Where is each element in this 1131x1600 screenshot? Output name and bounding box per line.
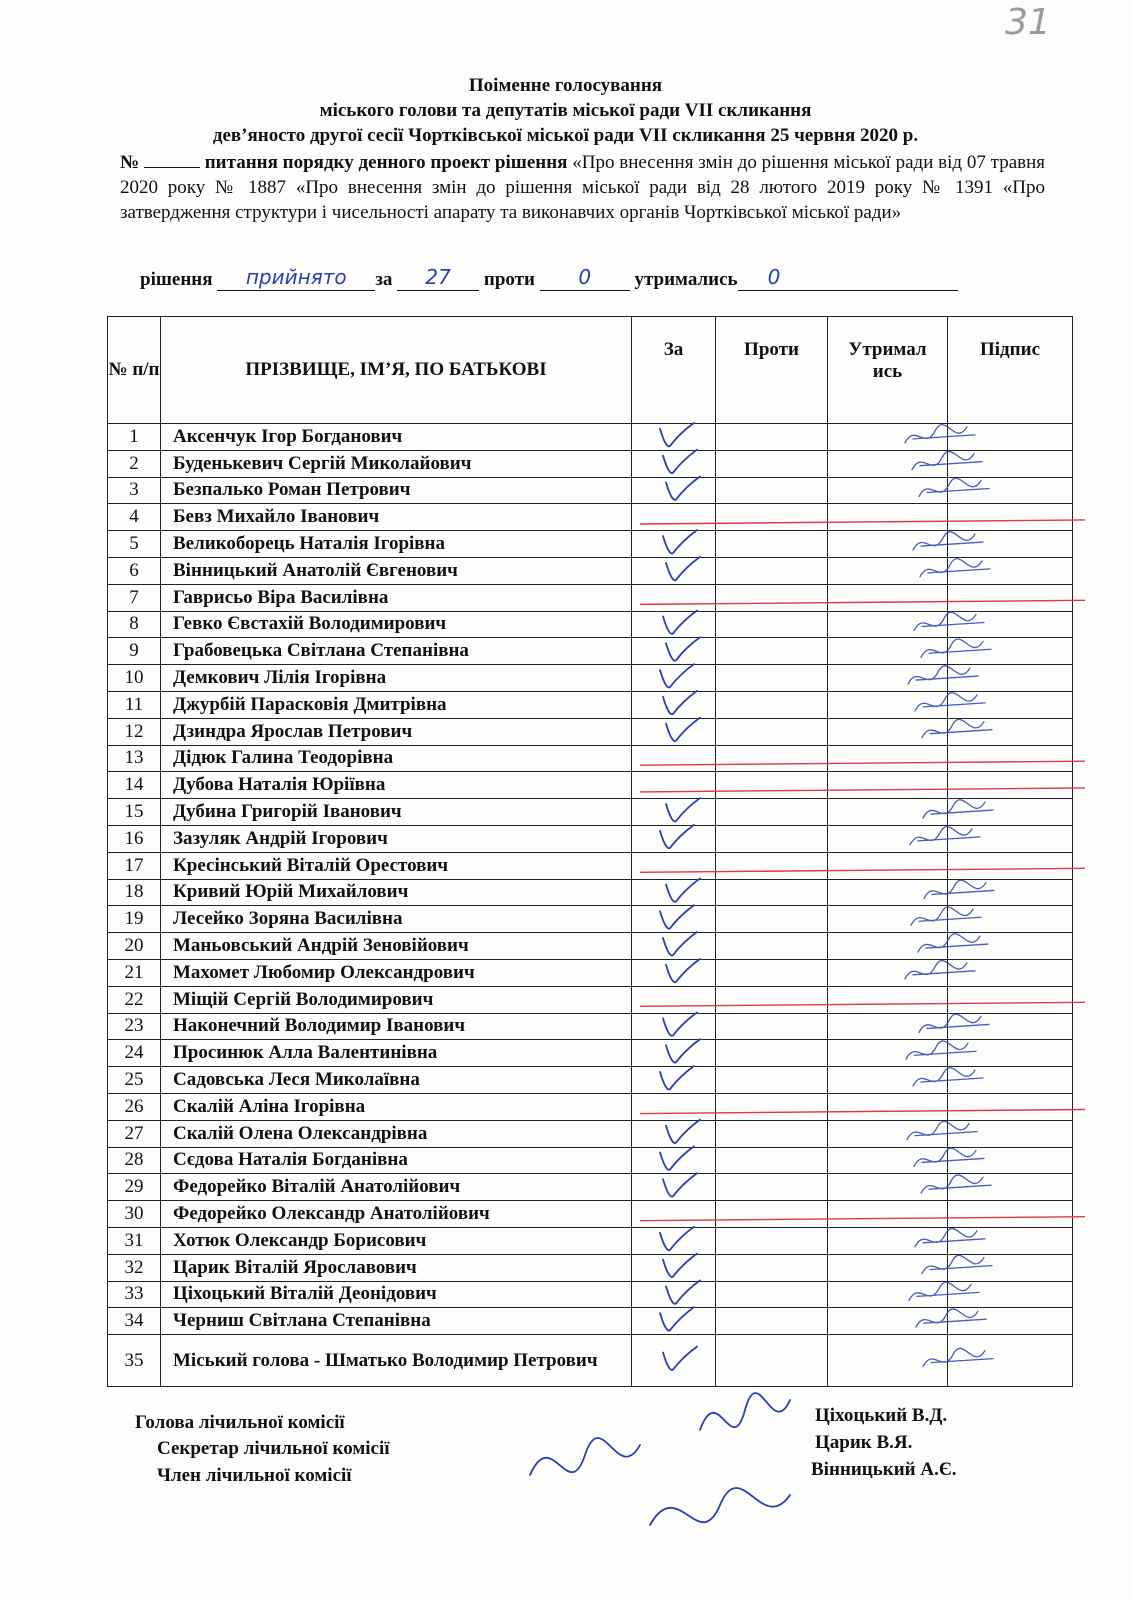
chair-label: Голова лічильної комісії xyxy=(135,1412,345,1433)
row-vote-abstained xyxy=(828,611,948,638)
row-number: 11 xyxy=(108,691,161,718)
table-row xyxy=(108,933,1073,960)
row-signature xyxy=(948,1147,1073,1174)
table-row xyxy=(108,424,1073,451)
table-row xyxy=(108,959,1073,986)
row-signature xyxy=(948,477,1073,504)
document-title: Поіменне голосування xyxy=(468,75,663,96)
row-vote-for xyxy=(632,557,716,584)
row-signature xyxy=(948,504,1073,531)
row-vote-for xyxy=(632,424,716,451)
row-vote-abstained xyxy=(828,1013,948,1040)
row-vote-for xyxy=(632,906,716,933)
table-row xyxy=(108,1067,1073,1094)
for-label: за xyxy=(375,269,393,290)
row-vote-abstained xyxy=(828,665,948,692)
table-row xyxy=(108,1201,1073,1228)
header-number: № п/п xyxy=(108,317,161,424)
row-name: Безпалько Роман Петрович xyxy=(161,477,632,504)
row-number: 28 xyxy=(108,1147,161,1174)
row-number: 24 xyxy=(108,1040,161,1067)
row-number: 26 xyxy=(108,1093,161,1120)
row-vote-for xyxy=(632,959,716,986)
row-vote-against xyxy=(716,745,828,772)
row-vote-against xyxy=(716,504,828,531)
row-number: 14 xyxy=(108,772,161,799)
row-signature xyxy=(948,1174,1073,1201)
row-signature xyxy=(948,1201,1073,1228)
table-row xyxy=(108,1093,1073,1120)
row-vote-for xyxy=(632,1201,716,1228)
row-signature xyxy=(948,1254,1073,1281)
row-vote-abstained xyxy=(828,1227,948,1254)
header-against: Проти xyxy=(716,317,828,424)
row-vote-abstained xyxy=(828,1201,948,1228)
row-number: 20 xyxy=(108,933,161,960)
row-vote-for xyxy=(632,799,716,826)
row-name: Гевко Євстахій Володимирович xyxy=(161,611,632,638)
table-row xyxy=(108,665,1073,692)
table-row xyxy=(108,531,1073,558)
row-signature xyxy=(948,1013,1073,1040)
row-number: 27 xyxy=(108,1120,161,1147)
row-vote-against xyxy=(716,1093,828,1120)
row-signature xyxy=(948,879,1073,906)
row-number: 29 xyxy=(108,1174,161,1201)
row-number: 2 xyxy=(108,450,161,477)
row-vote-for xyxy=(632,852,716,879)
question-label: питання порядку денного проект рішення xyxy=(204,152,568,173)
row-name: Великоборець Наталія Ігорівна xyxy=(161,531,632,558)
row-number: 15 xyxy=(108,799,161,826)
row-number: 19 xyxy=(108,906,161,933)
row-vote-against xyxy=(716,477,828,504)
against-label: проти xyxy=(483,269,535,290)
member-name: Вінницький А.Є. xyxy=(811,1459,957,1480)
row-vote-abstained xyxy=(828,1147,948,1174)
row-name: Кривий Юрій Михайлович xyxy=(161,879,632,906)
row-number: 30 xyxy=(108,1201,161,1228)
row-name: Садовська Леся Миколаївна xyxy=(161,1067,632,1094)
row-vote-against xyxy=(716,879,828,906)
row-signature xyxy=(948,1308,1073,1335)
row-name: Дубова Наталія Юріївна xyxy=(161,772,632,799)
row-vote-for xyxy=(632,718,716,745)
row-vote-against xyxy=(716,584,828,611)
row-number: 23 xyxy=(108,1013,161,1040)
header-abstained: Утримались xyxy=(828,317,948,424)
row-number: 1 xyxy=(108,424,161,451)
row-vote-for xyxy=(632,1254,716,1281)
row-number: 8 xyxy=(108,611,161,638)
against-count: 0 xyxy=(540,268,630,291)
row-name: Дубина Григорій Іванович xyxy=(161,799,632,826)
table-row xyxy=(108,638,1073,665)
table-row xyxy=(108,1147,1073,1174)
row-vote-abstained xyxy=(828,879,948,906)
roll-call-table xyxy=(107,316,1073,1387)
row-vote-abstained xyxy=(828,1067,948,1094)
table-row xyxy=(108,691,1073,718)
row-vote-against xyxy=(716,424,828,451)
row-vote-against xyxy=(716,1013,828,1040)
row-vote-against xyxy=(716,1335,828,1387)
row-name: Махомет Любомир Олександрович xyxy=(161,959,632,986)
row-vote-against xyxy=(716,1201,828,1228)
row-signature xyxy=(948,933,1073,960)
table-row xyxy=(108,1308,1073,1335)
row-signature xyxy=(948,1093,1073,1120)
row-vote-for xyxy=(632,1120,716,1147)
question-paragraph xyxy=(120,150,1045,225)
row-vote-against xyxy=(716,557,828,584)
row-signature xyxy=(948,718,1073,745)
table-row xyxy=(108,557,1073,584)
row-vote-abstained xyxy=(828,504,948,531)
row-vote-for xyxy=(632,986,716,1013)
row-vote-abstained xyxy=(828,691,948,718)
row-signature xyxy=(948,665,1073,692)
row-vote-for xyxy=(632,638,716,665)
row-vote-against xyxy=(716,852,828,879)
table-row xyxy=(108,745,1073,772)
row-name: Аксенчук Ігор Богданович xyxy=(161,424,632,451)
row-name: Грабовецька Світлана Степанівна xyxy=(161,638,632,665)
row-signature xyxy=(948,799,1073,826)
row-number: 12 xyxy=(108,718,161,745)
row-vote-against xyxy=(716,1308,828,1335)
row-number: 35 xyxy=(108,1335,161,1387)
row-vote-abstained xyxy=(828,531,948,558)
row-vote-for xyxy=(632,1040,716,1067)
row-vote-against xyxy=(716,933,828,960)
row-vote-for xyxy=(632,450,716,477)
row-number: 6 xyxy=(108,557,161,584)
row-vote-abstained xyxy=(828,825,948,852)
row-vote-against xyxy=(716,825,828,852)
row-vote-for xyxy=(632,1067,716,1094)
header-for: За xyxy=(632,317,716,424)
row-vote-abstained xyxy=(828,424,948,451)
secretary-label: Секретар лічильної комісії xyxy=(157,1438,390,1459)
row-vote-against xyxy=(716,799,828,826)
row-number: 3 xyxy=(108,477,161,504)
row-vote-for xyxy=(632,1174,716,1201)
table-row xyxy=(108,1174,1073,1201)
row-name: Міщій Сергій Володимирович xyxy=(161,986,632,1013)
row-name: Царик Віталій Ярославович xyxy=(161,1254,632,1281)
row-number: 9 xyxy=(108,638,161,665)
row-vote-for xyxy=(632,1013,716,1040)
row-name: Дідюк Галина Теодорівна xyxy=(161,745,632,772)
table-row xyxy=(108,611,1073,638)
row-name: Демкович Лілія Ігорівна xyxy=(161,665,632,692)
table-row xyxy=(108,1040,1073,1067)
row-vote-against xyxy=(716,1254,828,1281)
table-row xyxy=(108,1335,1073,1387)
question-number-blank xyxy=(144,151,200,168)
row-vote-abstained xyxy=(828,772,948,799)
decision-value: прийнято xyxy=(217,268,375,291)
row-number: 21 xyxy=(108,959,161,986)
row-signature xyxy=(948,1227,1073,1254)
row-vote-for xyxy=(632,1093,716,1120)
row-number: 13 xyxy=(108,745,161,772)
row-vote-abstained xyxy=(828,584,948,611)
row-vote-against xyxy=(716,1147,828,1174)
row-vote-for xyxy=(632,611,716,638)
row-name: Наконечний Володимир Іванович xyxy=(161,1013,632,1040)
row-signature xyxy=(948,959,1073,986)
row-vote-against xyxy=(716,1227,828,1254)
row-signature xyxy=(948,906,1073,933)
row-number: 32 xyxy=(108,1254,161,1281)
row-name: Гаврисьо Віра Василівна xyxy=(161,584,632,611)
row-signature xyxy=(948,557,1073,584)
row-vote-abstained xyxy=(828,1254,948,1281)
row-vote-abstained xyxy=(828,986,948,1013)
row-number: 4 xyxy=(108,504,161,531)
table-row xyxy=(108,799,1073,826)
row-signature xyxy=(948,1040,1073,1067)
row-vote-against xyxy=(716,450,828,477)
row-vote-abstained xyxy=(828,477,948,504)
row-vote-against xyxy=(716,1120,828,1147)
row-name: Вінницький Анатолій Євгенович xyxy=(161,557,632,584)
row-vote-for xyxy=(632,772,716,799)
row-vote-for xyxy=(632,584,716,611)
row-vote-abstained xyxy=(828,1120,948,1147)
row-vote-abstained xyxy=(828,1335,948,1387)
row-name: Скалій Олена Олександрівна xyxy=(161,1120,632,1147)
secretary-name: Царик В.Я. xyxy=(815,1432,913,1453)
row-vote-abstained xyxy=(828,1174,948,1201)
row-name: Маньовський Андрій Зеновійович xyxy=(161,933,632,960)
table-row xyxy=(108,1227,1073,1254)
row-vote-for xyxy=(632,665,716,692)
table-row xyxy=(108,772,1073,799)
row-vote-for xyxy=(632,1147,716,1174)
row-vote-for xyxy=(632,504,716,531)
row-number: 5 xyxy=(108,531,161,558)
row-signature xyxy=(948,1067,1073,1094)
table-row xyxy=(108,504,1073,531)
row-signature xyxy=(948,584,1073,611)
row-vote-against xyxy=(716,665,828,692)
abstained-count: 0 xyxy=(738,268,958,291)
row-name: Міський голова - Шматько Володимир Петрович xyxy=(161,1335,632,1387)
chair-name: Ціхоцький В.Д. xyxy=(815,1405,948,1426)
row-name: Черниш Світлана Степанівна xyxy=(161,1308,632,1335)
row-vote-abstained xyxy=(828,1308,948,1335)
member-label: Член лічильної комісії xyxy=(157,1465,352,1486)
row-number: 17 xyxy=(108,852,161,879)
row-vote-abstained xyxy=(828,799,948,826)
row-vote-abstained xyxy=(828,557,948,584)
row-vote-against xyxy=(716,638,828,665)
row-vote-for xyxy=(632,1335,716,1387)
row-vote-against xyxy=(716,691,828,718)
row-vote-abstained xyxy=(828,450,948,477)
page-number: 31 xyxy=(1005,2,1051,43)
commission-signature xyxy=(700,1393,790,1430)
row-name: Буденькевич Сергій Миколайович xyxy=(161,450,632,477)
table-header-row xyxy=(108,317,1073,424)
row-vote-for xyxy=(632,933,716,960)
row-number: 22 xyxy=(108,986,161,1013)
commission-signature xyxy=(530,1438,640,1475)
row-vote-abstained xyxy=(828,852,948,879)
row-name: Просинюк Алла Валентинівна xyxy=(161,1040,632,1067)
table-row xyxy=(108,584,1073,611)
row-vote-for xyxy=(632,691,716,718)
row-name: Хотюк Олександр Борисович xyxy=(161,1227,632,1254)
row-number: 33 xyxy=(108,1281,161,1308)
row-vote-abstained xyxy=(828,1281,948,1308)
row-vote-abstained xyxy=(828,933,948,960)
row-vote-against xyxy=(716,1067,828,1094)
row-vote-against xyxy=(716,772,828,799)
row-number: 31 xyxy=(108,1227,161,1254)
row-signature xyxy=(948,772,1073,799)
header-name: ПРІЗВИЩЕ, ІМ’Я, ПО БАТЬКОВІ xyxy=(161,317,632,424)
row-name: Зазуляк Андрій Ігорович xyxy=(161,825,632,852)
row-signature xyxy=(948,450,1073,477)
row-name: Бевз Михайло Іванович xyxy=(161,504,632,531)
row-signature xyxy=(948,1281,1073,1308)
decision-label: рішення xyxy=(140,269,213,290)
row-vote-for xyxy=(632,531,716,558)
table-row xyxy=(108,450,1073,477)
row-vote-for xyxy=(632,477,716,504)
row-number: 34 xyxy=(108,1308,161,1335)
row-signature xyxy=(948,691,1073,718)
row-vote-for xyxy=(632,825,716,852)
row-vote-against xyxy=(716,1040,828,1067)
row-vote-against xyxy=(716,718,828,745)
table-row xyxy=(108,1120,1073,1147)
table-row xyxy=(108,879,1073,906)
row-name: Лесейко Зоряна Василівна xyxy=(161,906,632,933)
row-vote-for xyxy=(632,1308,716,1335)
commission-signature xyxy=(650,1488,790,1525)
row-vote-against xyxy=(716,611,828,638)
row-number: 16 xyxy=(108,825,161,852)
row-vote-against xyxy=(716,1174,828,1201)
table-row xyxy=(108,718,1073,745)
for-count: 27 xyxy=(397,268,479,291)
row-name: Скалій Аліна Ігорівна xyxy=(161,1093,632,1120)
row-vote-for xyxy=(632,1227,716,1254)
table-row xyxy=(108,1013,1073,1040)
row-name: Ціхоцький Віталій Деонідович xyxy=(161,1281,632,1308)
row-vote-abstained xyxy=(828,718,948,745)
header-signature: Підпис xyxy=(948,317,1073,424)
table-row xyxy=(108,986,1073,1013)
abstained-label: утримались xyxy=(634,269,738,290)
table-row xyxy=(108,852,1073,879)
question-number-label: № xyxy=(120,152,140,173)
row-signature xyxy=(948,825,1073,852)
document-subtitle: міського голови та депутатів міської ради VII скликання xyxy=(319,100,812,121)
row-vote-abstained xyxy=(828,1040,948,1067)
row-vote-against xyxy=(716,986,828,1013)
row-vote-against xyxy=(716,906,828,933)
row-signature xyxy=(948,531,1073,558)
row-signature xyxy=(948,852,1073,879)
row-vote-abstained xyxy=(828,638,948,665)
row-signature xyxy=(948,986,1073,1013)
table-row xyxy=(108,1254,1073,1281)
row-number: 7 xyxy=(108,584,161,611)
row-number: 18 xyxy=(108,879,161,906)
question-text: «Про внесення змін до рішення міської ради від 07 травня 2020 року № 1887 «Про внесення змін до рішення міської ради від 28 лютого 2019 року № 1391 «Про затвердження структури і чисельності апарату та виконавчих органів Чортківської міської ради» xyxy=(120,152,1046,223)
row-signature xyxy=(948,638,1073,665)
row-signature xyxy=(948,745,1073,772)
decision-line xyxy=(140,265,958,291)
row-vote-for xyxy=(632,879,716,906)
row-number: 25 xyxy=(108,1067,161,1094)
row-signature xyxy=(948,1120,1073,1147)
session-line: дев’яносто другої сесії Чортківської міської ради VII скликання 25 червня 2020 р. xyxy=(212,125,919,146)
row-name: Сєдова Наталія Богданівна xyxy=(161,1147,632,1174)
row-signature xyxy=(948,611,1073,638)
row-vote-abstained xyxy=(828,906,948,933)
row-vote-against xyxy=(716,959,828,986)
row-name: Федорейко Олександр Анатолійович xyxy=(161,1201,632,1228)
row-signature xyxy=(948,424,1073,451)
table-row xyxy=(108,825,1073,852)
row-name: Кресінський Віталій Орестович xyxy=(161,852,632,879)
row-vote-against xyxy=(716,531,828,558)
table-row xyxy=(108,477,1073,504)
row-vote-for xyxy=(632,1281,716,1308)
row-vote-abstained xyxy=(828,1093,948,1120)
table-row xyxy=(108,906,1073,933)
row-vote-for xyxy=(632,745,716,772)
row-name: Федорейко Віталій Анатолійович xyxy=(161,1174,632,1201)
table-row xyxy=(108,1281,1073,1308)
row-name: Джурбій Парасковія Дмитрівна xyxy=(161,691,632,718)
row-vote-against xyxy=(716,1281,828,1308)
row-name: Дзиндра Ярослав Петрович xyxy=(161,718,632,745)
row-number: 10 xyxy=(108,665,161,692)
row-vote-abstained xyxy=(828,959,948,986)
row-vote-abstained xyxy=(828,745,948,772)
row-signature xyxy=(948,1335,1073,1387)
